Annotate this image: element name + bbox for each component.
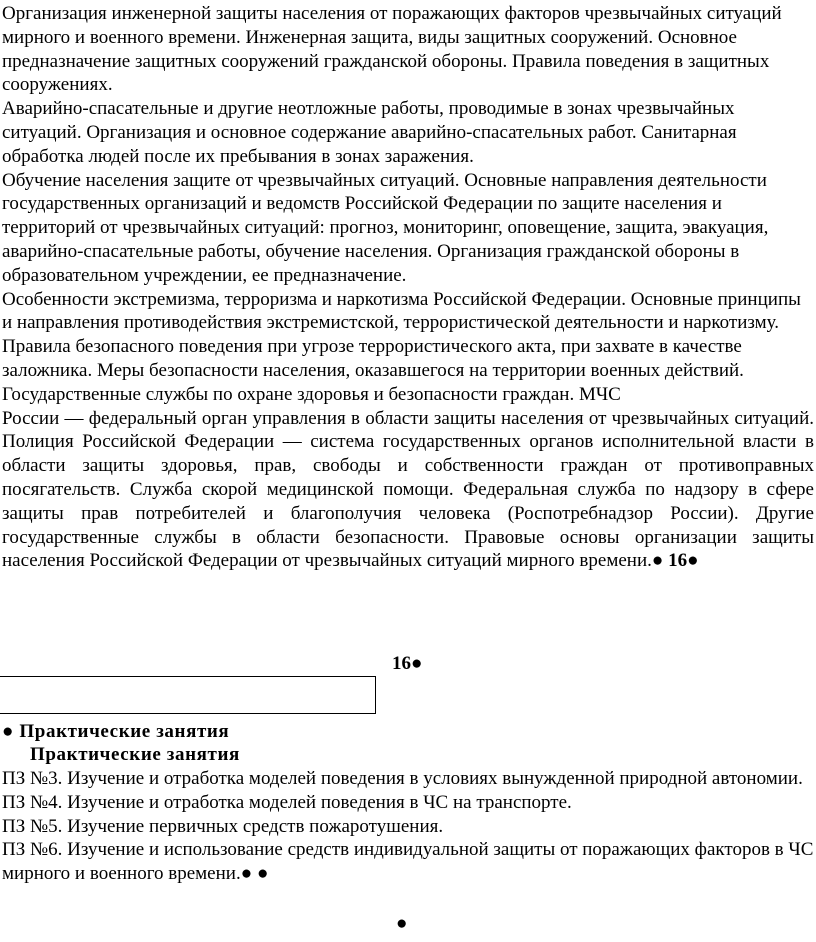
practical-list [2, 767, 814, 886]
paragraph-rescue-works: Аварийно-спасательные и другие неотложные работы, проводимые в зонах чрезвычайных ситуаций. Организация и основное содержание аварийно-спасательных работ. Санитарная обработка людей после их пребывания в зонах заражения. [2, 98, 737, 167]
practical-item-5: ПЗ №5. Изучение первичных средств пожаротушения. [2, 815, 444, 837]
page-number: 16● [392, 653, 423, 674]
paragraph-emercom-text: России — федеральный орган управления в области защиты населения от чрезвычайных ситуаций. Полиция Российской Федерации — система государственных органов исполнительной власти в области защиты здоровья, прав, свободы и собственности граждан от противоправных посягательств. Служба скорой медицинской помощи. Федеральная служба по надзору в сфере защиты прав потребителей и благополучия человека (Роспотребнадзор России). Другие государственные службы в области безопасности. Правовые основы организации защиты населения Российской Федерации от чрезвычайных ситуаций мирного времени. [2, 407, 814, 572]
practical-item-3: ПЗ №3. Изучение и отработка моделей поведения в условиях вынужденной природной автономии. [2, 768, 803, 789]
bottom-marker: ● [396, 913, 408, 934]
practical-item-4: ПЗ №4. Изучение и отработка моделей поведения в ЧС на транспорте. [2, 791, 572, 813]
footer-box [0, 676, 376, 714]
trailing-marker: ● ● [240, 863, 269, 885]
text-block-main [2, 2, 814, 573]
practical-item-6-text: ПЗ №6. Изучение и использование средств индивидуальной защиты от поражающих факторов в ЧС мирного и военного времени. [2, 839, 814, 885]
section-heading: Практические занятия [30, 744, 240, 765]
paragraph-engineering-protection: Организация инженерной защиты населения от поражающих факторов чрезвычайных ситуаций мирного и военного времени. Инженерная защита, виды защитных сооружений. Основное предназначение защитных сооружений гражданской обороны. Правила поведения в защитных сооружениях. [2, 3, 782, 96]
section-heading-marked: ● Практические занятия [2, 721, 230, 742]
paragraph-terror-behavior: Правила безопасного поведения при угрозе террористического акта, при захвате в качестве заложника. Меры безопасности населения, оказавшегося на территории военных действий. [2, 336, 744, 381]
paragraph-state-services: Государственные службы по охране здоровья и безопасности граждан. МЧС [2, 383, 621, 405]
inline-page-marker: ● 16● [651, 550, 699, 572]
practical-item-6 [2, 838, 814, 886]
paragraph-emercom [2, 407, 814, 574]
paragraph-population-training: Обучение населения защите от чрезвычайных ситуаций. Основные направления деятельности государственных организаций и ведомств Российской Федерации по защите населения и территорий от чрезвычайных ситуаций: прогноз, мониторинг, оповещение, защита, эвакуация, аварийно-спасательные работы, обучение населения. Организация гражданской обороны в образовательном учреждении, ее предназначение. [2, 169, 769, 286]
paragraph-extremism: Особенности экстремизма, терроризма и наркотизма Российской Федерации. Основные принципы и направления противодействия экстремистской, террористической деятельности и наркотизму. [2, 288, 801, 334]
